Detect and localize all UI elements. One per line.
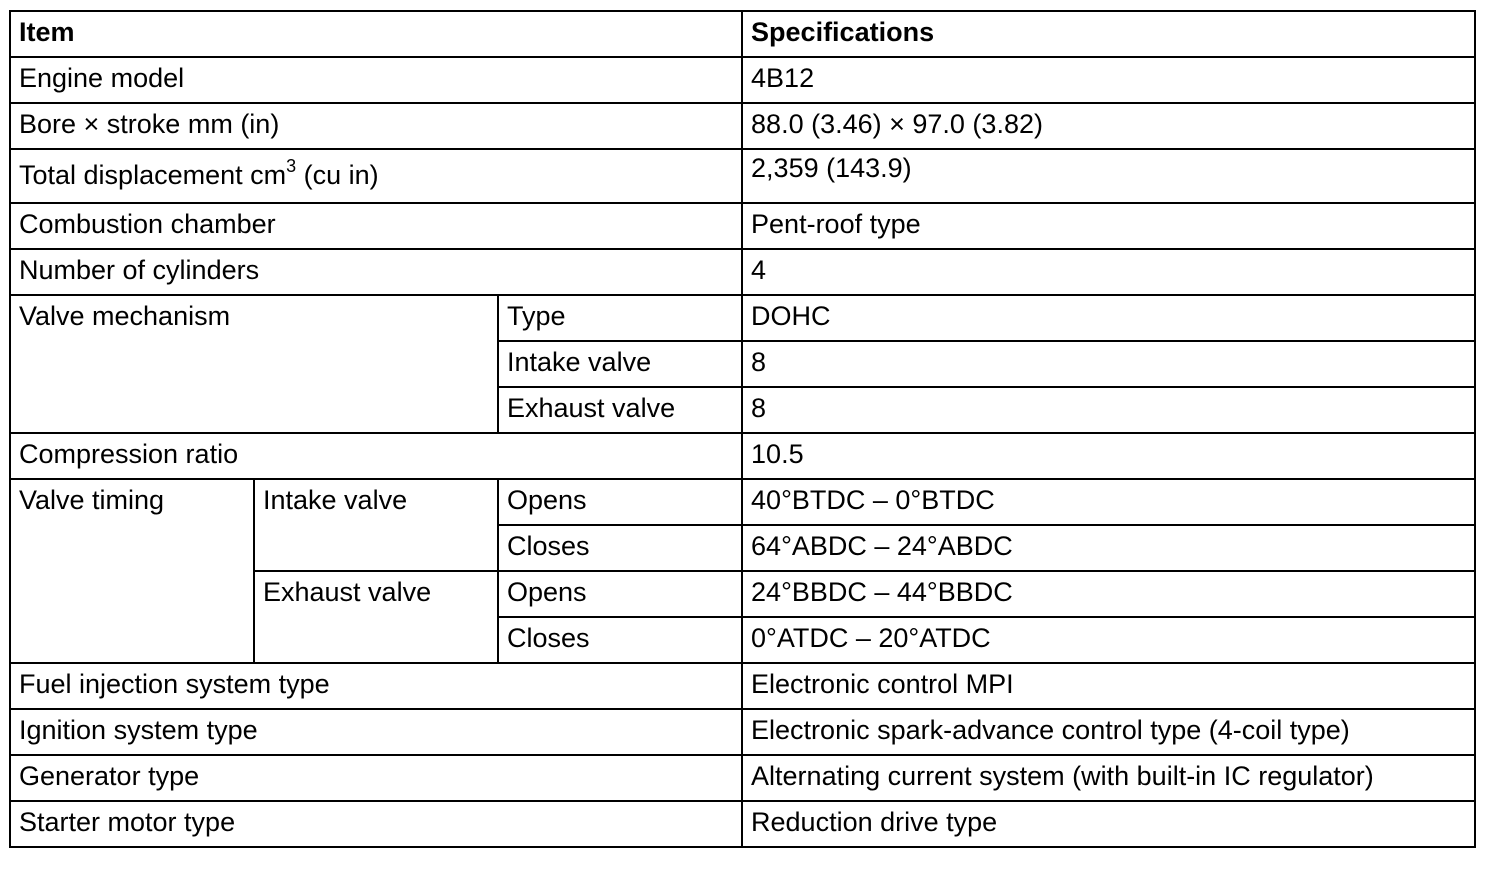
valve-mechanism-exhaust-label: Exhaust valve <box>498 387 742 433</box>
valve-mechanism-exhaust-value: 8 <box>742 387 1475 433</box>
table-row <box>10 755 1475 801</box>
table-row <box>10 663 1475 709</box>
engine-spec-table <box>9 10 1476 848</box>
valve-mechanism-label: Valve mechanism <box>10 295 498 433</box>
table-row <box>10 149 1475 203</box>
displacement-value: 2,359 (143.9) <box>742 149 1475 203</box>
table-header-row <box>10 11 1475 57</box>
generator-value: Alternating current system (with built-in IC regulator) <box>742 755 1475 801</box>
engine-model-label: Engine model <box>10 57 742 103</box>
valve-timing-exhaust-label: Exhaust valve <box>254 571 498 663</box>
ignition-label: Ignition system type <box>10 709 742 755</box>
table-row <box>10 479 1475 525</box>
table-row <box>10 249 1475 295</box>
valve-timing-intake-closes-value: 64°ABDC – 24°ABDC <box>742 525 1475 571</box>
bore-stroke-label: Bore × stroke mm (in) <box>10 103 742 149</box>
starter-label: Starter motor type <box>10 801 742 847</box>
valve-mechanism-intake-value: 8 <box>742 341 1475 387</box>
table-row <box>10 57 1475 103</box>
displacement-label-text: Total displacement cm <box>19 160 287 190</box>
compression-ratio-label: Compression ratio <box>10 433 742 479</box>
valve-timing-exhaust-closes-label: Closes <box>498 617 742 663</box>
cylinders-value: 4 <box>742 249 1475 295</box>
table-row <box>10 103 1475 149</box>
starter-value: Reduction drive type <box>742 801 1475 847</box>
valve-mechanism-intake-label: Intake valve <box>498 341 742 387</box>
valve-timing-exhaust-opens-label: Opens <box>498 571 742 617</box>
table-row <box>10 295 1475 341</box>
table-row <box>10 203 1475 249</box>
compression-ratio-value: 10.5 <box>742 433 1475 479</box>
ignition-value: Electronic spark-advance control type (4-coil type) <box>742 709 1475 755</box>
valve-mechanism-type-value: DOHC <box>742 295 1475 341</box>
bore-stroke-value: 88.0 (3.46) × 97.0 (3.82) <box>742 103 1475 149</box>
displacement-label-superscript: 3 <box>286 156 297 176</box>
combustion-chamber-label: Combustion chamber <box>10 203 742 249</box>
valve-timing-intake-closes-label: Closes <box>498 525 742 571</box>
valve-timing-exhaust-opens-value: 24°BBDC – 44°BBDC <box>742 571 1475 617</box>
generator-label: Generator type <box>10 755 742 801</box>
valve-mechanism-type-label: Type <box>498 295 742 341</box>
fuel-injection-value: Electronic control MPI <box>742 663 1475 709</box>
header-item: Item <box>10 11 742 57</box>
table-row <box>10 709 1475 755</box>
valve-timing-label: Valve timing <box>10 479 254 663</box>
valve-timing-intake-opens-value: 40°BTDC – 0°BTDC <box>742 479 1475 525</box>
combustion-chamber-value: Pent-roof type <box>742 203 1475 249</box>
fuel-injection-label: Fuel injection system type <box>10 663 742 709</box>
header-specifications: Specifications <box>742 11 1475 57</box>
valve-timing-intake-opens-label: Opens <box>498 479 742 525</box>
table-row <box>10 801 1475 847</box>
engine-model-value: 4B12 <box>742 57 1475 103</box>
cylinders-label: Number of cylinders <box>10 249 742 295</box>
valve-timing-exhaust-closes-value: 0°ATDC – 20°ATDC <box>742 617 1475 663</box>
displacement-label <box>10 149 742 203</box>
valve-timing-intake-label: Intake valve <box>254 479 498 571</box>
table-row <box>10 433 1475 479</box>
displacement-label-suffix: (cu in) <box>296 160 379 190</box>
